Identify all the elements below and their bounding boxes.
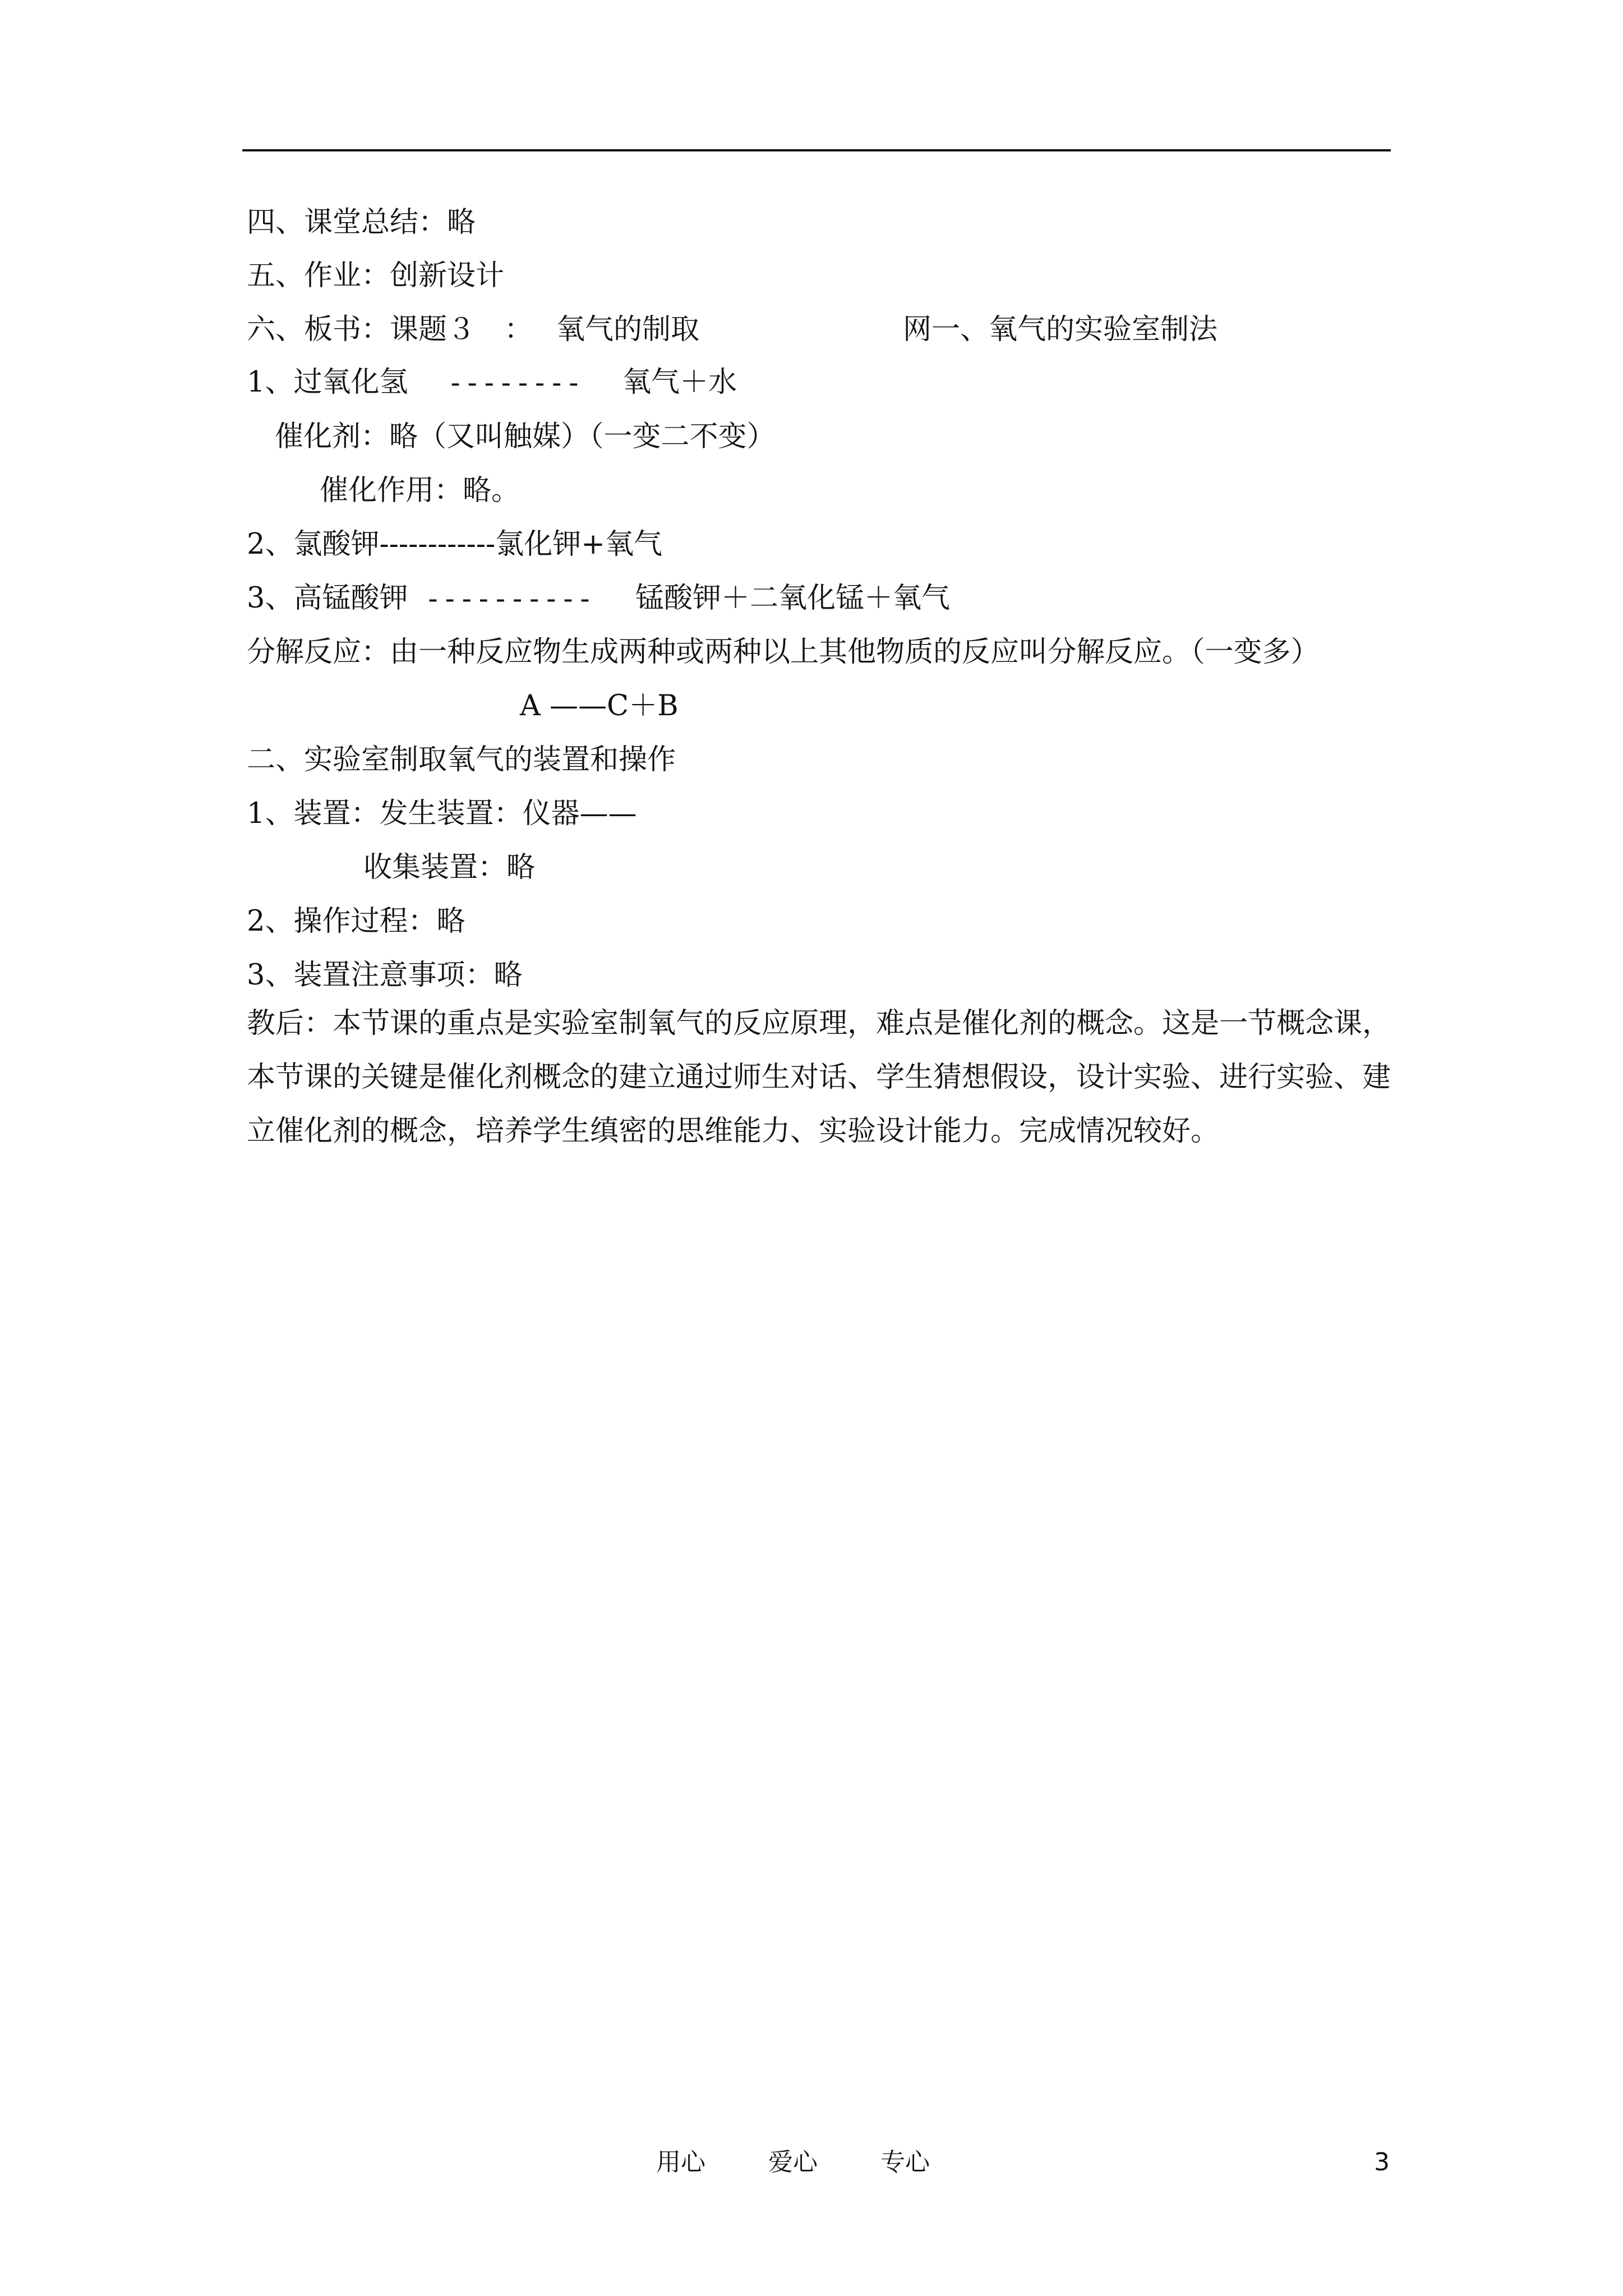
kclo3-line: 2、氯酸钾------------氯化钾+氧气 xyxy=(247,528,662,561)
h2o2-products: 氧气＋水 xyxy=(623,366,737,399)
header-rule xyxy=(242,149,1391,151)
catalysis-line: 催化作用：略。 xyxy=(320,474,520,507)
teaching-reflection: 教后：本节课的重点是实验室制氧气的反应原理，难点是催化剂的概念。这是一节概念课，本节课的关键是催化剂概念的建立通过师生对话、学生猜想假设，设计实验、进行实验、建立催化剂的概念，培养学生缜密的思维能力、实验设计能力。完成情况较好。 xyxy=(247,1007,1391,1148)
decomposition-formula: A ——C＋B xyxy=(520,689,679,723)
catalyst-line: 催化剂：略（又叫触媒）（一变二不变） xyxy=(275,420,776,453)
kmno4-arrow: ---------- xyxy=(425,582,594,615)
decomposition-definition: 分解反应：由一种反应物生成两种或两种以上其他物质的反应叫分解反应。（一变多） xyxy=(247,636,1320,669)
footer-motto-3: 专心 xyxy=(880,2148,930,2177)
footer-motto-1: 用心 xyxy=(656,2148,706,2177)
kmno4-reactant: 3、高锰酸钾 xyxy=(247,582,408,615)
apparatus-line: 1、装置：发生装置：仪器—— xyxy=(247,797,637,830)
board-label: 六、板书：课题３ ： xyxy=(247,313,533,346)
board-topic: 氧气的制取 xyxy=(556,313,700,346)
kmno4-products: 锰酸钾＋二氧化锰＋氧气 xyxy=(635,582,951,615)
h2o2-arrow: -------- xyxy=(447,366,582,399)
summary-line: 四、课堂总结：略 xyxy=(247,206,476,239)
notes-line: 3、装置注意事项：略 xyxy=(247,959,523,992)
operation-line: 2、操作过程：略 xyxy=(247,905,465,938)
homework-line: 五、作业：创新设计 xyxy=(247,259,505,292)
h2o2-reactant: 1、过氧化氢 xyxy=(247,366,408,399)
footer-motto-2: 爱心 xyxy=(768,2148,818,2177)
collection-line: 收集装置：略 xyxy=(363,851,536,884)
section-heading: 二、实验室制取氧气的装置和操作 xyxy=(247,743,676,776)
page-number: 3 xyxy=(1374,2148,1390,2177)
board-section: 网一、氧气的实验室制法 xyxy=(903,313,1218,346)
